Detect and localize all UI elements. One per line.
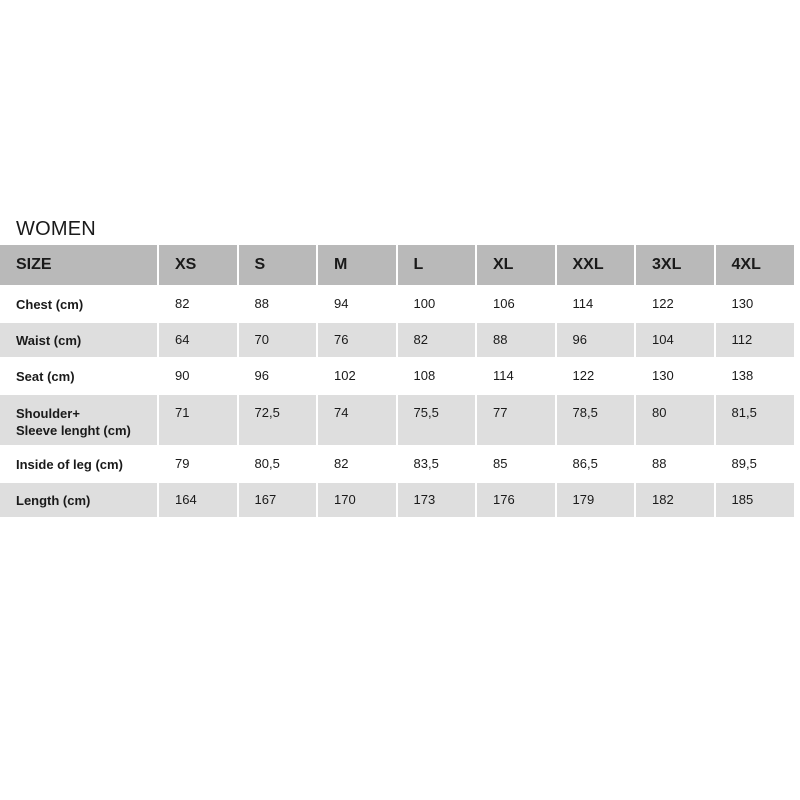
header-size-m: M (317, 245, 397, 286)
table-cell: 167 (238, 482, 318, 518)
row-label-line: Sleeve lenght (cm) (16, 423, 131, 438)
header-row (0, 245, 794, 286)
table-cell: 106 (476, 286, 556, 322)
table-cell: 70 (238, 322, 318, 358)
table-cell: 75,5 (397, 394, 477, 446)
table-cell: 82 (397, 322, 477, 358)
table-row (0, 286, 794, 322)
table-cell: 164 (158, 482, 238, 518)
header-size-xxl: XXL (556, 245, 636, 286)
table-cell: 96 (238, 358, 318, 394)
row-label (0, 482, 158, 518)
table-body (0, 286, 794, 518)
size-chart-table (0, 245, 794, 519)
table-cell: 90 (158, 358, 238, 394)
row-label-line: Seat (cm) (16, 369, 75, 384)
header-size-label: SIZE (0, 245, 158, 286)
table-cell: 85 (476, 446, 556, 482)
row-label (0, 286, 158, 322)
table-cell: 96 (556, 322, 636, 358)
table-cell: 81,5 (715, 394, 795, 446)
row-label (0, 322, 158, 358)
table-cell: 83,5 (397, 446, 477, 482)
row-label-line: Shoulder+ (16, 406, 80, 421)
row-label (0, 358, 158, 394)
header-size-s: S (238, 245, 318, 286)
table-cell: 88 (476, 322, 556, 358)
table-cell: 94 (317, 286, 397, 322)
table-cell: 179 (556, 482, 636, 518)
table-cell: 80 (635, 394, 715, 446)
row-label (0, 394, 158, 446)
header-size-xs: XS (158, 245, 238, 286)
table-cell: 173 (397, 482, 477, 518)
table-cell: 138 (715, 358, 795, 394)
table-row (0, 358, 794, 394)
table-cell: 114 (476, 358, 556, 394)
table-row (0, 446, 794, 482)
row-label-line: Inside of leg (cm) (16, 457, 123, 472)
row-label-line: Waist (cm) (16, 333, 82, 348)
table-row (0, 394, 794, 446)
table-cell: 86,5 (556, 446, 636, 482)
table-cell: 82 (317, 446, 397, 482)
page-title: WOMEN (16, 218, 96, 240)
table-cell: 88 (635, 446, 715, 482)
row-label (0, 446, 158, 482)
table-cell: 102 (317, 358, 397, 394)
row-label-line: Length (cm) (16, 493, 91, 508)
table-cell: 108 (397, 358, 477, 394)
row-label-line: Chest (cm) (16, 297, 84, 312)
table-cell: 72,5 (238, 394, 318, 446)
header-size-l: L (397, 245, 477, 286)
table-cell: 122 (635, 286, 715, 322)
table-cell: 79 (158, 446, 238, 482)
table-cell: 80,5 (238, 446, 318, 482)
header-size-3xl: 3XL (635, 245, 715, 286)
table-cell: 78,5 (556, 394, 636, 446)
table-cell: 82 (158, 286, 238, 322)
table-cell: 122 (556, 358, 636, 394)
table-cell: 170 (317, 482, 397, 518)
table-cell: 114 (556, 286, 636, 322)
table-cell: 77 (476, 394, 556, 446)
table-cell: 100 (397, 286, 477, 322)
header-size-xl: XL (476, 245, 556, 286)
table-cell: 176 (476, 482, 556, 518)
header-size-4xl: 4XL (715, 245, 795, 286)
table-cell: 130 (635, 358, 715, 394)
table-cell: 112 (715, 322, 795, 358)
table-cell: 185 (715, 482, 795, 518)
table-cell: 74 (317, 394, 397, 446)
table-row (0, 322, 794, 358)
table-cell: 104 (635, 322, 715, 358)
table-cell: 182 (635, 482, 715, 518)
table-row (0, 482, 794, 518)
table-header (0, 245, 794, 286)
table-cell: 76 (317, 322, 397, 358)
table-cell: 64 (158, 322, 238, 358)
table-cell: 89,5 (715, 446, 795, 482)
table-cell: 88 (238, 286, 318, 322)
table-cell: 130 (715, 286, 795, 322)
table-cell: 71 (158, 394, 238, 446)
